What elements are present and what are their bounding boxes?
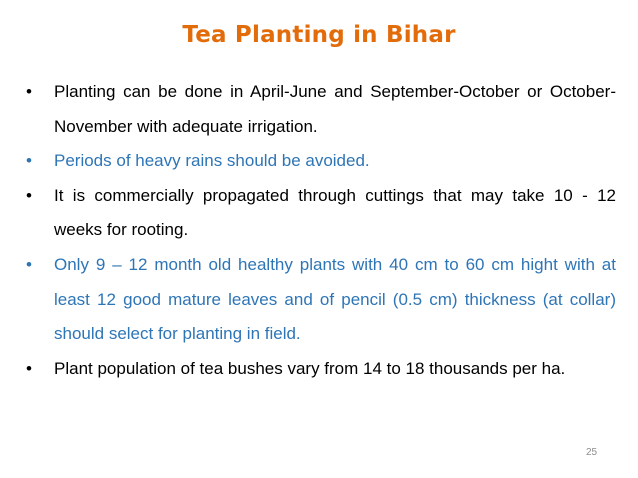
bullet-point-icon: • — [26, 254, 32, 274]
slide-title: Tea Planting in Bihar — [182, 22, 456, 48]
bullet-text: Periods of heavy rains should be avoided. — [54, 151, 370, 171]
bullet-point-icon: • — [26, 358, 32, 378]
bullet-item-plant-population — [26, 352, 616, 387]
bullet-item-heavy-rains — [26, 144, 616, 179]
bullet-text: Planting can be done in April-June and September-October or October-November with adequate irrigation. — [54, 82, 616, 136]
bullet-item-propagation — [26, 179, 616, 248]
bullet-item-planting-season — [26, 75, 616, 144]
bullet-text: Only 9 – 12 month old healthy plants with 40 cm to 60 cm hight with at least 12 good mature leaves and of pencil (0.5 cm) thickness (at collar) should select for planting in field. — [54, 254, 616, 344]
bullet-list — [26, 75, 616, 386]
bullet-point-icon: • — [26, 185, 32, 205]
bullet-text: It is commercially propagated through cuttings that may take 10 - 12 weeks for rooting. — [54, 185, 616, 240]
bullet-point-icon: • — [26, 151, 32, 171]
bullet-item-plant-selection — [26, 248, 616, 352]
bullet-text: Plant population of tea bushes vary from 14 to 18 thousands per ha. — [54, 358, 566, 378]
bullet-point-icon: • — [26, 82, 32, 101]
page-number: 25 — [586, 447, 598, 458]
